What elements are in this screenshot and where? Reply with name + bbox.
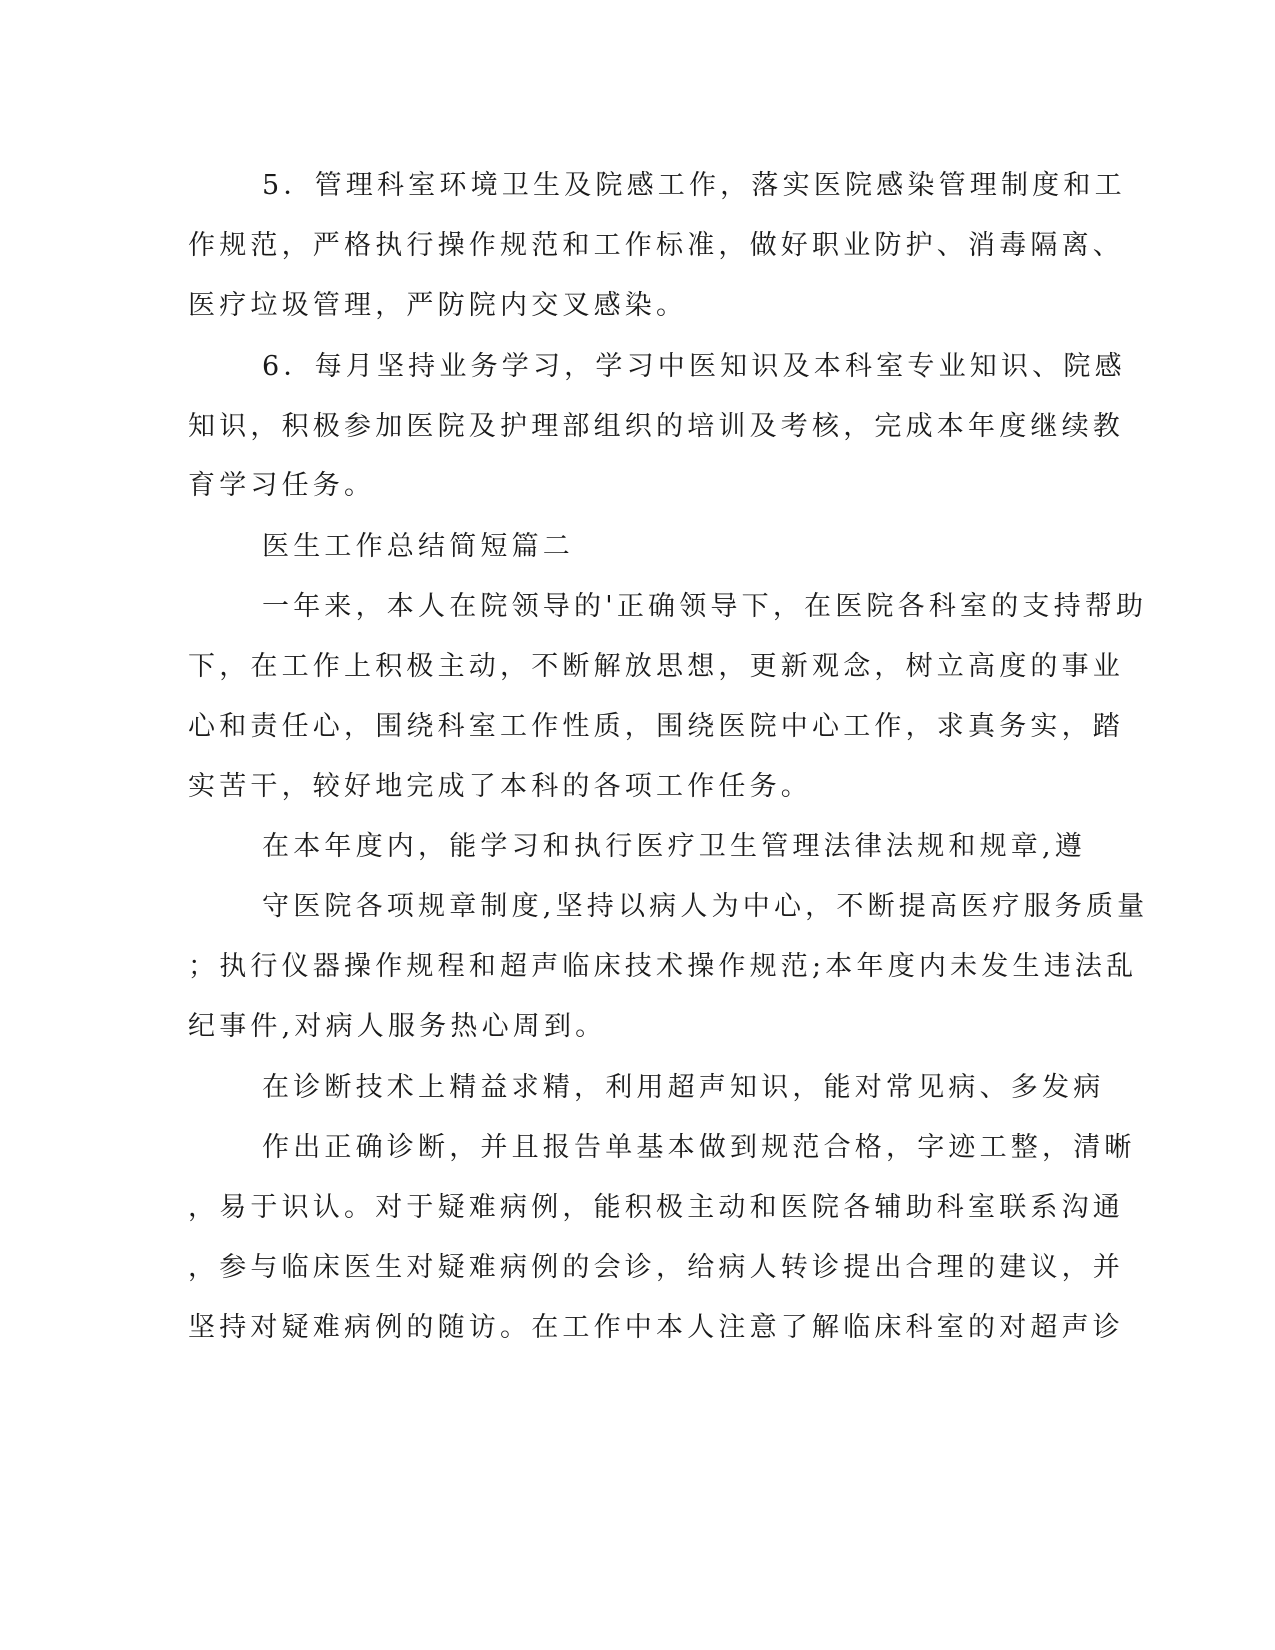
text-line: ，易于识认。对于疑难病例，能积极主动和医院各辅助科室联系沟通 [188,1192,1124,1223]
text-line: 作出正确诊断，并且报告单基本做到规范合格，字迹工整，清晰 [262,1132,1136,1163]
text-line: 在本年度内，能学习和执行医疗卫生管理法律法规和规章,遵 [262,831,1086,862]
text-line: 在诊断技术上精益求精，利用超声知识，能对常见病、多发病 [262,1072,1105,1103]
text-line: 6．每月坚持业务学习，学习中医知识及本科室专业知识、院感 [262,351,1126,382]
text-line: 下，在工作上积极主动，不断解放思想，更新观念，树立高度的事业 [188,651,1124,682]
text-line: 守医院各项规章制度,坚持以病人为中心，不断提高医疗服务质量 [262,891,1149,922]
text-line: ；执行仪器操作规程和超声临床技术操作规范;本年度内未发生违法乱 [188,951,1138,982]
text-line: 纪事件,对病人服务热心周到。 [188,1011,607,1042]
text-line: 实苦干，较好地完成了本科的各项工作任务。 [188,771,812,802]
text-line: 坚持对疑难病例的随访。在工作中本人注意了解临床科室的对超声诊 [188,1312,1124,1343]
text-line: 心和责任心，围绕科室工作性质，围绕医院中心工作，求真务实，踏 [188,711,1124,742]
text-line: 一年来，本人在院领导的'正确领导下，在医院各科室的支持帮助 [262,591,1148,622]
text-line: 作规范，严格执行操作规范和工作标准，做好职业防护、消毒隔离、 [188,230,1124,261]
text-line: ，参与临床医生对疑难病例的会诊，给病人转诊提出合理的建议，并 [188,1252,1124,1283]
section-heading: 医生工作总结简短篇二 [262,531,574,562]
text-line: 育学习任务。 [188,470,376,501]
text-line: 医疗垃圾管理，严防院内交叉感染。 [188,290,688,321]
text-line: 知识，积极参加医院及护理部组织的培训及考核，完成本年度继续教 [188,411,1124,442]
text-line: 5．管理科室环境卫生及院感工作，落实医院感染管理制度和工 [262,170,1126,201]
